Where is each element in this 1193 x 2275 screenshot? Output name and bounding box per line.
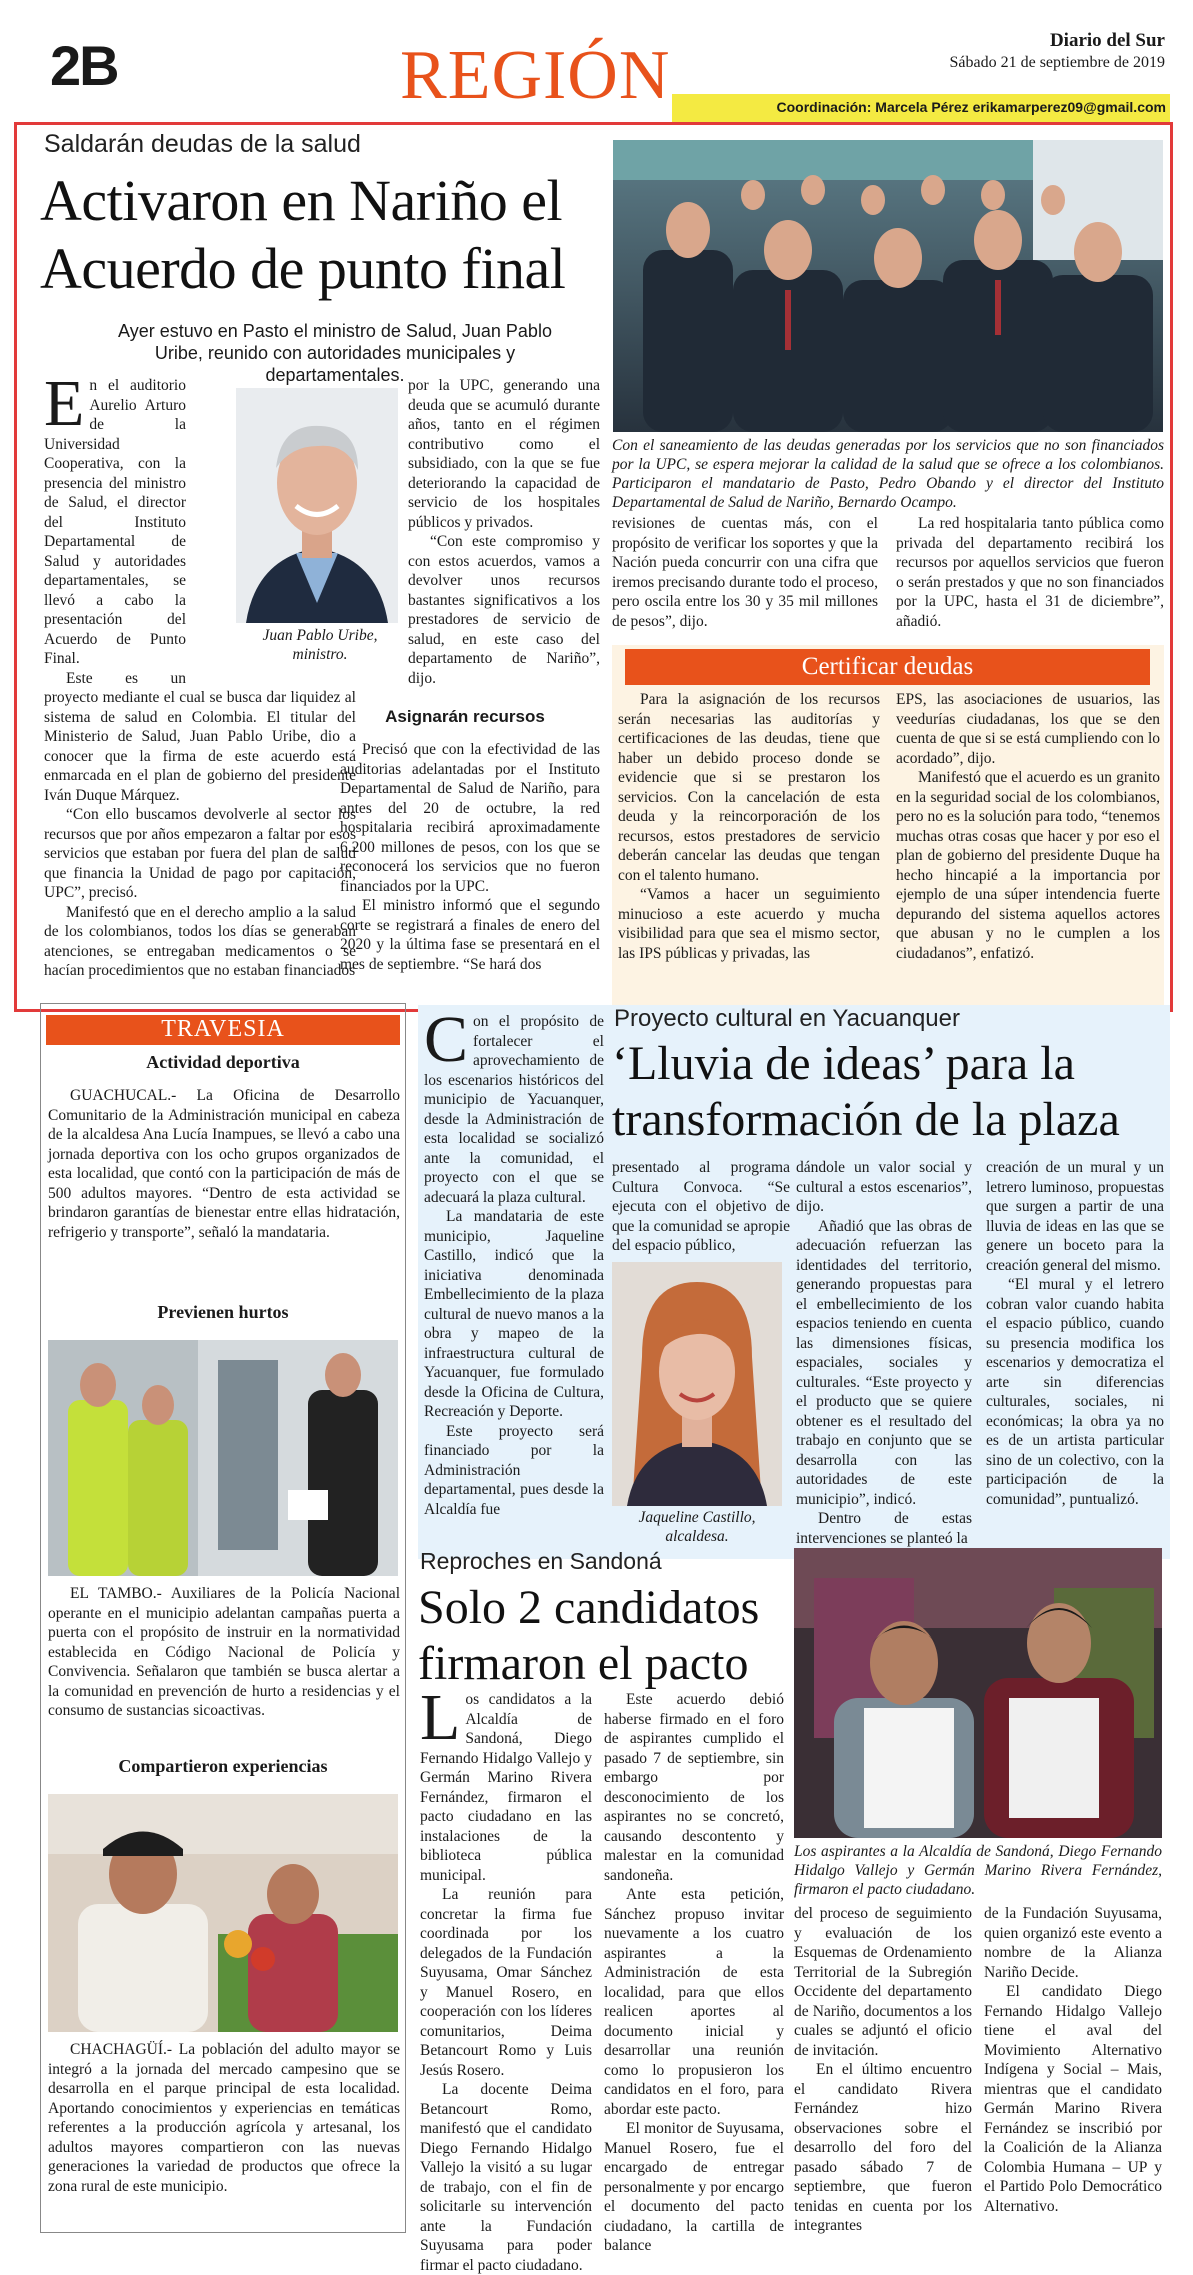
paragraph: de la Fundación Suyusama, quien organizó este evento a nombre de la Alianza Nariño Decide. — [984, 1905, 1162, 1981]
page-number: 2B — [50, 34, 118, 97]
main-column-2 — [408, 376, 600, 687]
travesia-heading-1: Actividad deportiva — [146, 1052, 300, 1072]
paragraph: EPS, las asociaciones de usuarios, las veedurías ciudadanas, los que se den cuenta de que si se está cumpliendo con lo acordado”, dijo. — [896, 691, 1160, 767]
main-column-3 — [612, 514, 878, 644]
paragraph: n el auditorio Aurelio Arturo de la Universidad Cooperativa, con la presencia del ministro de Salud, el director del Instituto Departamental de Salud y autoridades departamentales, se llevó a cabo la presentación del Acuerdo de Punto Final. — [44, 377, 186, 667]
event-photo-caption: Con el saneamiento de las deudas generadas por los servicios que no son financiados por la UPC, se espera mejorar la calidad de la salud que se ofrece a los colombianos. Participaron el mandatario de Pasto, Pedro Obando y el director del Instituto Departamental de Salud de Nariño, Bernardo Ocampo. — [612, 437, 1164, 511]
yacuanquer-column-1 — [424, 1003, 604, 1552]
paragraph: El candidato Diego Fernando Hidalgo Vallejo tiene el aval del Movimiento Alternativo Indígena y Social – Mais, mientras que el candidato Germán Marino Rivera Fernández se inscribió por la Coalición de la Alianza Colombia Humana – UP y el Partido Polo Democrático Alternativo. — [984, 1983, 1162, 2215]
paragraph: on el propósito de fortalecer el aprovechamiento de los escenarios históricos del municipio de Yacuanquer, desde la Administración de esta localidad se socializó ante la comunidad, el proyecto con el que se adecuará la plaza cultural. — [424, 1013, 604, 1206]
minister-portrait — [236, 388, 398, 623]
yacuanquer-column-4 — [986, 1158, 1164, 1558]
coordination-text: Coordinación: Marcela Pérez erikamarperez09@gmail.com — [776, 99, 1166, 115]
paragraph: dándole un valor social y cultural a estos escenarios”, dijo. — [796, 1159, 972, 1215]
paragraph: El monitor de Suyusama, Manuel Rosero, fue el encargado de entregar personalmente y por encargo el documento del pacto ciudadano, la cartilla de balance — [604, 2120, 784, 2254]
travesia-text-1 — [48, 1086, 400, 1286]
paragraph: CHACHAGÜÍ.- La población del adulto mayor se integró a la jornada del mercado campesino que se desarrolla en el parque principal de esta localidad. Aportando conocimientos y experiencias en temáticas referentes a la producción agrícola y artesanal, los adultos mayores compartieron con las nuevas generaciones la variedad de productos que ofrece la zona rural de este municipio. — [48, 2041, 400, 2195]
paragraph: Para la asignación de los recursos serán necesarias las auditorías y certificaciones de las deudas, tiene que haber un debido proceso donde se evidencie que si se prestaron los servicios. Con la cancelación de esta deuda y la reincorporación de los recursos, estos prestadores de servicio deberán cancelar las deudas que tengan con el talento humano. — [618, 691, 880, 884]
paragraph: La red hospitalaria tanto pública como privada del departamento recibirá los recursos por aquellos servicios que fueron o serán prestados y que no son financiados por la UPC, hasta el 31 de diciembre”, añadió. — [896, 515, 1164, 630]
candidates-photo — [794, 1548, 1162, 1838]
paragraph: Ante esta petición, Sánchez propuso invitar nuevamente a los cuatro aspirantes a la Administración de esta localidad, para que ellos realicen aportes al documento inicial y desarrollar una reunión como lo propusieron los candidatos en el foro, para abordar este pacto. — [604, 1886, 784, 2118]
paragraph: “Vamos a hacer un seguimiento minucioso a este acuerdo y mucha visibilidad para que sea el mismo sector, las IPS públicas y privadas, las — [618, 886, 880, 962]
travesia-text-3 — [48, 2040, 400, 2230]
yacuanquer-column-2 — [612, 1158, 790, 1258]
drop-cap: L — [420, 1681, 461, 1754]
yacuanquer-kicker: Proyecto cultural en Yacuanquer — [614, 1005, 960, 1032]
sandona-column-1 — [420, 1681, 592, 2274]
paragraph: por la UPC, generando una deuda que se acumuló durante años, tanto en el régimen contributivo como el subsidiado, con la que se fue deteriorando la capacidad de servicio de los hospitales públicos y privados. — [408, 377, 600, 531]
drop-cap: E — [44, 367, 85, 440]
paragraph: Manifestó que en el derecho amplio a la salud de los colombianos, todos los días se generaban atenciones, se entregaban medicamentos o se hacían procedimientos que no estaban financiados — [44, 903, 356, 979]
sandona-kicker: Reproches en Sandoná — [420, 1548, 662, 1574]
paragraph: La reunión para concretar la firma fue coordinada por los delegados de la Fundación Suyusama, Omar Sánchez y Manuel Rosero, en cooperación con los líderes comunitarios, Deima Betancourt Romo y Luis Jesús Rosero. — [420, 1886, 592, 2079]
yacuanquer-headline: ‘Lluvia de ideas’ para la transformación de la plaza — [612, 1037, 1120, 1146]
paragraph: Este proyecto será financiado por la Administración departamental, pues desde la Alcaldía fue — [424, 1422, 604, 1518]
main-deck: Ayer estuvo en Pasto el ministro de Salud, Juan Pablo Uribe, reunido con autoridades municipales y departamentales. — [118, 321, 552, 385]
paragraph: “Con este compromiso y con estos acuerdos, vamos a devolver unos recursos bastantes significativos a los prestadores de servicio de salud, en este caso del departamento de Nariño”, dijo. — [408, 533, 600, 687]
main-kicker: Saldarán deudas de la salud — [44, 130, 361, 158]
market-photo — [48, 1794, 398, 2032]
issue-date: Sábado 21 de septiembre de 2019 — [949, 54, 1165, 71]
police-photo — [48, 1340, 398, 1576]
paragraph: La mandataria de este municipio, Jaqueline Castillo, indicó que la iniciativa denominada Embellecimiento de la plaza cultural de nuevo manos a la obra y mapeo de la infraestructura cultural de Yacuanquer, fue formulado desde la Oficina de Cultura, Recreación y Deporte. — [424, 1208, 604, 1420]
paragraph: “El mural y el letrero cobran valor cuando habita el espacio público, cuando su presencia modifica los escenarios y democratiza el arte sin diferencias culturales, sociales, ni económicas; la obra ya no es de un artista particular sino de un colectivo, con la participación de la comunidad”, puntualizó. — [986, 1276, 1164, 1508]
sandona-headline: Solo 2 candidatos firmaron el pacto — [418, 1581, 760, 1690]
sandona-column-2 — [604, 1690, 784, 2254]
paragraph: Añadió que las obras de adecuación refuerzan las identidades del territorio, generando propuestas para el embellecimiento de los espacios teniendo en cuenta las dimensiones físicas, espaciales, sociales y culturales. “Este proyecto y el producto que se quiere obtener es el resultado del trabajo en conjunto que se desarrolla con las autoridades de este municipio”, indicó. — [796, 1217, 972, 1508]
main-headline: Activaron en Nariño el Acuerdo de punto final — [40, 168, 566, 301]
paragraph: Manifestó que el acuerdo es un granito en la seguridad social de los colombianos, pero no es la solución para todo, “tenemos muchas otras cosas que hacer y por eso el plan de gobierno del presidente Duque ha hecho hincapié a la importancia por ejemplo de una súper intendencia fuerte depurando del sistema aquellos actores que abusan y no le cumplen a los ciudadanos”, enfatizó. — [896, 769, 1160, 962]
paragraph: En el último encuentro el candidato Rivera Fernández hizo observaciones sobre el desarrollo del foro del pasado sábado 7 de septiembre, que fueron tenidas en cuenta por los integrantes — [794, 2061, 972, 2234]
drop-cap: C — [424, 1003, 469, 1076]
candidates-caption: Los aspirantes a la Alcaldía de Sandoná, Diego Fernando Hidalgo Vallejo y Germán Marino Rivera Fernández, firmaron el pacto ciudadano. — [794, 1843, 1162, 1898]
paragraph: Este es un proyecto mediante el cual se busca dar liquidez al sistema de salud en Colombia. El titular del Ministerio de Salud, Juan Pablo Uribe, dio a conocer que la firma de este acuerdo está enmarcada en el plan de gobierno del presidente Iván Duque Márquez. — [44, 669, 356, 804]
paragraph: presentado al programa Cultura Convoca. “Se ejecuta con el objetivo de que la comunidad se apropie del espacio público, — [612, 1159, 790, 1254]
sandona-column-3 — [794, 1904, 972, 2234]
minister-caption: Juan Pablo Uribe, ministro. — [262, 627, 378, 663]
mayor-caption: Jaqueline Castillo, alcaldesa. — [638, 1509, 756, 1545]
certificar-title: Certificar deudas — [801, 653, 974, 680]
paragraph: El ministro informó que el segundo corte se registrará a finales de enero del 2020 y la última fase se presentará en el mes de septiembre. “Se hará dos — [340, 897, 600, 973]
main-column-2b — [340, 740, 600, 1006]
paragraph: Precisó que con la efectividad de las auditorias adelantadas por el Instituto Departamental de Salud de Nariño, para antes del 20 de octubre, la red hospitalaria recibirá aproximadamente 6.200 millones de pesos, con los que se reconocerá los servicios que no fueron financiados por la UPC. — [340, 741, 600, 895]
paragraph: Este acuerdo debió haberse firmado en el foro de aspirantes cumplido el pasado 7 de septiembre, sin embargo por desconocimiento de los aspirantes no se concretó, causando descontento y malestar en la comunidad sandoneña. — [604, 1691, 784, 1884]
paragraph: creación de un mural y un letrero luminoso, propuestas que surgen a partir de una lluvia de ideas en las que se genere un boceto para la creación general del mismo. — [986, 1159, 1164, 1274]
travesia-text-2 — [48, 1584, 400, 1744]
certificar-column-1 — [618, 690, 880, 1004]
event-photo — [613, 140, 1163, 432]
travesia-heading-3: Compartieron experiencias — [118, 1756, 328, 1776]
paragraph: del proceso de seguimiento y evaluación de los Esquemas de Ordenamiento Territorial de la Subregión Occidente del departamento de Nariño, documentos a los cuales se adjuntó el oficio de invitación. — [794, 1905, 972, 2059]
paragraph: GUACHUCAL.- La Oficina de Desarrollo Comunitario de la Administración municipal en cabeza de la alcaldesa Ana Lucía Inampues, se llevó a cabo una jornada deportiva con los ocho grupos organizados de esta localidad, que contó con la participación de más de 500 adultos mayores. “Dentro de esta actividad se brindaron garantías de bienestar entre ellas hidratación, refrigerio y transporte”, señaló la mandataria. — [48, 1087, 400, 1241]
paper-name: Diario del Sur — [1049, 30, 1165, 51]
sandona-column-4 — [984, 1904, 1162, 2234]
paragraph: “Con ello buscamos devolverle al sector los recursos que por años empezaron a faltar por esos servicios que estaban por fuera del plan de salud que financia la Unidad de pago por capitación, UPC”, precisó. — [44, 806, 356, 901]
paragraph: La docente Deima Betancourt Romo, manifestó que el candidato Diego Fernando Hidalgo Vallejo la visitó a su lugar de trabajo, con el fin de solicitarle su intervención ante la Fundación Suyusama para poder firmar el pacto ciudadano. — [420, 2081, 592, 2274]
travesia-title: TRAVESIA — [161, 1016, 285, 1042]
certificar-column-2 — [896, 690, 1160, 1004]
yacuanquer-column-3 — [796, 1158, 972, 1558]
subhead-recursos: Asignarán recursos — [385, 707, 545, 726]
travesia-heading-2: Previenen hurtos — [157, 1302, 289, 1322]
section-title: REGIÓN — [400, 37, 671, 114]
paragraph: EL TAMBO.- Auxiliares de la Policía Nacional operante en el municipio adelantan campañas puerta a puerta con el propósito de instruir en la normatividad establecida en Código Nacional de Policía y Convivencia. Señalaron que también se busca alertar a la comunidad en prevención de hurto a residencias y el consumo de sustancias sicoactivas. — [48, 1585, 400, 1719]
mayor-portrait — [612, 1262, 782, 1506]
paragraph: revisiones de cuentas más, con el propósito de verificar los soportes y que la Nación pueda concurrir con una cifra que iremos precisando durante todo el proceso, pero oscila entre los 30 y 35 mil millones de pesos”, dijo. — [612, 515, 878, 630]
paragraph: os candidatos a la Alcaldía de Sandoná, Diego Fernando Hidalgo Vallejo y Germán Marino Rivera Fernández, firmaron el pacto ciudadano en las instalaciones de la biblioteca pública municipal. — [420, 1691, 592, 1884]
paragraph: Dentro de estas intervenciones se planteó la — [796, 1510, 972, 1547]
main-column-4 — [896, 514, 1164, 644]
